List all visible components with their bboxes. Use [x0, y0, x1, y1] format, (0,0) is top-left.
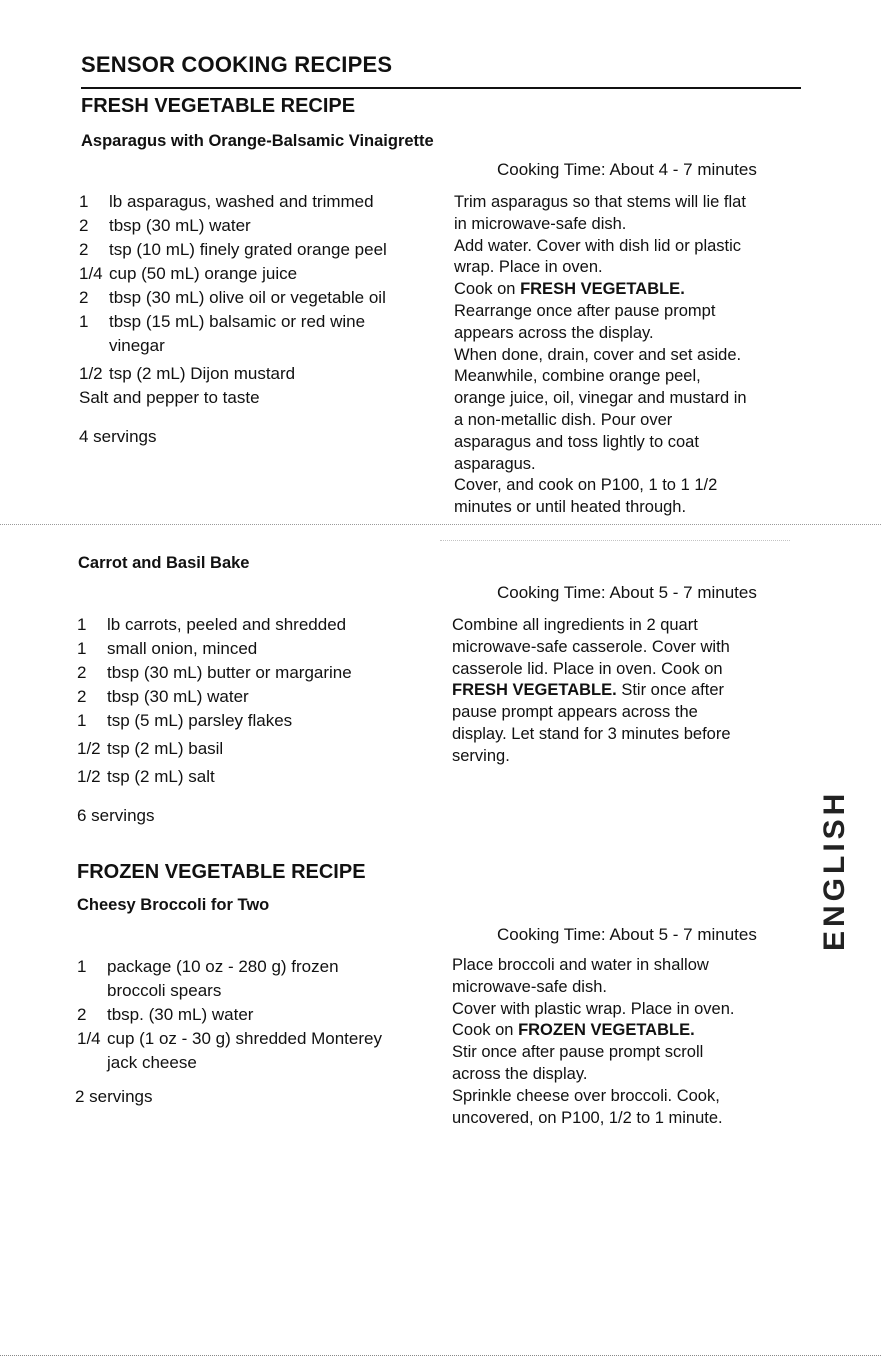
program-name: FRESH VEGETABLE. — [452, 681, 617, 700]
direction-text: Cook on — [454, 280, 516, 299]
direction-line: asparagus. — [454, 454, 536, 473]
frozen-section-heading: FROZEN VEGETABLE RECIPE — [77, 861, 366, 883]
ingredient-row — [79, 310, 379, 358]
ingredient-qty: 2 — [77, 663, 87, 682]
direction-line: asparagus and toss lightly to coat — [454, 432, 699, 451]
direction-line: display. Let stand for 3 minutes before — [452, 724, 731, 743]
direction-line — [452, 680, 800, 702]
ingredient-row — [77, 685, 427, 709]
ingredient-text: tsp (2 mL) salt — [107, 767, 215, 786]
title-rule — [81, 87, 801, 89]
ingredient-qty: 1 — [77, 957, 87, 976]
direction-line — [454, 279, 802, 301]
direction-line: Stir once after pause prompt scroll — [452, 1043, 704, 1062]
ingredient-qty: 2 — [79, 240, 89, 259]
ingredients-broccoli — [77, 955, 407, 1075]
ingredient-text: lb carrots, peeled and shredded — [107, 615, 347, 634]
recipe-title-broccoli: Cheesy Broccoli for Two — [77, 896, 270, 914]
direction-line: serving. — [452, 746, 510, 765]
ingredient-row — [79, 238, 429, 262]
ingredient-text: tbsp. (30 mL) water — [107, 1005, 254, 1024]
faint-divider — [440, 540, 790, 541]
ingredient-text: small onion, minced — [107, 639, 258, 658]
direction-line: microwave-safe casserole. Cover with — [452, 637, 730, 656]
directions-carrot — [452, 615, 800, 768]
ingredient-row — [77, 1027, 407, 1075]
ingredients-carrot — [77, 613, 427, 789]
language-side-tab: ENGLISH — [818, 789, 851, 951]
direction-line: Sprinkle cheese over broccoli. Cook, — [452, 1086, 720, 1105]
ingredient-text: Salt and pepper to taste — [79, 388, 260, 407]
direction-line: across the display. — [452, 1064, 588, 1083]
ingredients-asparagus — [79, 190, 429, 410]
direction-line: wrap. Place in oven. — [454, 258, 603, 277]
ingredient-qty: 1/2 — [77, 767, 101, 786]
ingredient-row — [79, 362, 429, 386]
page-title: SENSOR COOKING RECIPES — [81, 52, 393, 77]
direction-text: Stir once after — [621, 681, 725, 700]
ingredient-row — [79, 286, 429, 310]
ingredient-row — [79, 190, 429, 214]
ingredient-row — [77, 765, 427, 789]
direction-line: Cover with plastic wrap. Place in oven. — [452, 999, 735, 1018]
ingredient-row — [77, 709, 427, 733]
direction-line: a non-metallic dish. Pour over — [454, 410, 673, 429]
ingredient-qty: 1/4 — [77, 1029, 101, 1048]
ingredient-qty: 1 — [77, 711, 87, 730]
direction-line: minutes or until heated through. — [454, 498, 687, 517]
ingredient-qty: 1/2 — [77, 739, 101, 758]
ingredient-text: tbsp (30 mL) water — [107, 687, 249, 706]
ingredient-text: tbsp (15 mL) balsamic or red wine vinegar — [109, 312, 366, 355]
recipe-title-carrot: Carrot and Basil Bake — [78, 554, 250, 572]
direction-line: pause prompt appears across the — [452, 703, 698, 722]
section-divider — [0, 524, 881, 525]
directions-broccoli — [452, 955, 800, 1129]
ingredient-qty: 2 — [77, 1005, 87, 1024]
direction-line: Trim asparagus so that stems will lie flat — [454, 193, 746, 211]
direction-line: appears across the display. — [454, 323, 654, 342]
cooking-time-broccoli: Cooking Time: About 5 - 7 minutes — [497, 925, 757, 944]
ingredient-qty: 1 — [79, 312, 89, 331]
ingredient-qty: 1/2 — [79, 364, 103, 383]
ingredient-row — [79, 262, 429, 286]
direction-line: microwave-safe dish. — [452, 977, 607, 996]
ingredient-qty: 1 — [77, 615, 87, 634]
ingredient-row — [77, 613, 427, 637]
ingredient-text: cup (50 mL) orange juice — [109, 264, 298, 283]
direction-line: Combine all ingredients in 2 quart — [452, 616, 698, 634]
cooking-time-asparagus: Cooking Time: About 4 - 7 minutes — [497, 160, 757, 179]
ingredient-text: tsp (2 mL) Dijon mustard — [109, 364, 296, 383]
servings-carrot: 6 servings — [77, 806, 155, 825]
recipe-title-asparagus: Asparagus with Orange-Balsamic Vinaigrette — [81, 132, 434, 150]
ingredient-text: cup (1 oz - 30 g) shredded Monterey jack cheese — [107, 1029, 382, 1072]
ingredient-row — [77, 955, 377, 1003]
ingredient-text: package (10 oz - 280 g) frozen broccoli spears — [107, 957, 339, 1000]
ingredient-row — [77, 637, 427, 661]
direction-line: Place broccoli and water in shallow — [452, 956, 709, 974]
ingredient-text: lb asparagus, washed and trimmed — [109, 192, 374, 211]
ingredient-qty: 1 — [77, 639, 87, 658]
direction-text: Cook on — [452, 1021, 514, 1040]
ingredient-row — [79, 386, 429, 410]
ingredient-text: tsp (5 mL) parsley flakes — [107, 711, 293, 730]
ingredient-qty: 2 — [79, 216, 89, 235]
ingredient-row — [79, 214, 429, 238]
ingredient-text: tsp (10 mL) finely grated orange peel — [109, 240, 387, 259]
program-name: FRESH VEGETABLE. — [520, 280, 685, 299]
ingredient-row — [77, 1003, 407, 1027]
ingredient-text: tbsp (30 mL) water — [109, 216, 251, 235]
program-name: FROZEN VEGETABLE. — [518, 1021, 695, 1040]
direction-line: Add water. Cover with dish lid or plastic — [454, 236, 742, 255]
direction-line: casserole lid. Place in oven. Cook on — [452, 659, 723, 678]
direction-line: Meanwhile, combine orange peel, — [454, 367, 701, 386]
ingredient-qty: 1 — [79, 192, 89, 211]
directions-asparagus — [454, 192, 802, 519]
ingredient-qty: 1/4 — [79, 264, 103, 283]
ingredient-text: tbsp (30 mL) olive oil or vegetable oil — [109, 288, 386, 307]
ingredient-row — [77, 661, 427, 685]
direction-line — [452, 1020, 800, 1042]
page-bottom-edge — [0, 1355, 881, 1356]
direction-line: in microwave-safe dish. — [454, 214, 627, 233]
cooking-time-carrot: Cooking Time: About 5 - 7 minutes — [497, 583, 757, 602]
direction-line: orange juice, oil, vinegar and mustard in — [454, 389, 747, 408]
ingredient-qty: 2 — [77, 687, 87, 706]
ingredient-row — [77, 737, 427, 761]
fresh-section-heading: FRESH VEGETABLE RECIPE — [81, 95, 356, 117]
servings-asparagus: 4 servings — [79, 427, 157, 446]
direction-line: Cover, and cook on P100, 1 to 1 1/2 — [454, 476, 718, 495]
servings-broccoli: 2 servings — [75, 1087, 153, 1106]
direction-line: When done, drain, cover and set aside. — [454, 345, 742, 364]
ingredient-text: tsp (2 mL) basil — [107, 739, 224, 758]
direction-line: uncovered, on P100, 1/2 to 1 minute. — [452, 1108, 723, 1127]
ingredient-qty: 2 — [79, 288, 89, 307]
ingredient-text: tbsp (30 mL) butter or margarine — [107, 663, 352, 682]
direction-line: Rearrange once after pause prompt — [454, 301, 716, 320]
